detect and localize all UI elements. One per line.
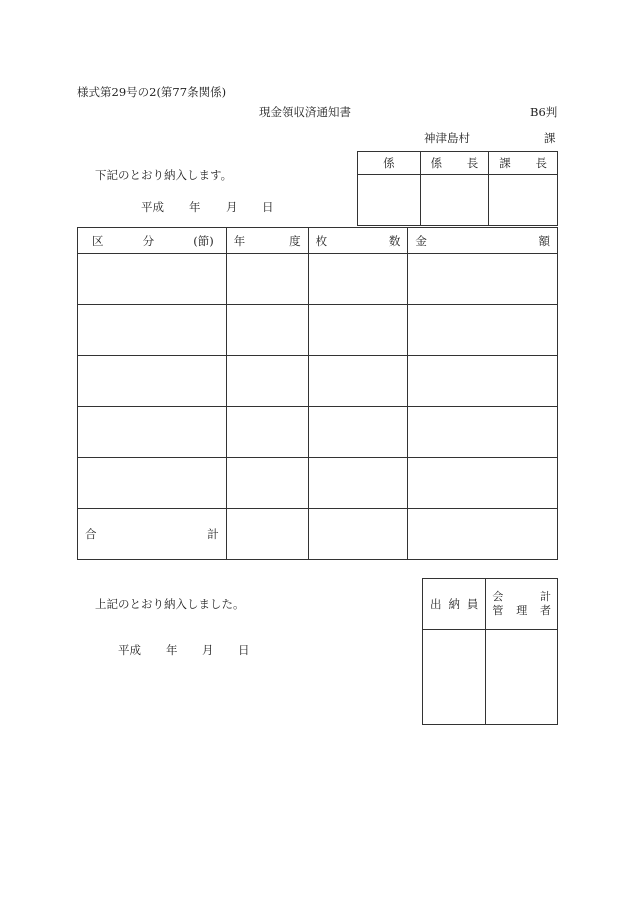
amount-cell[interactable] [408, 305, 558, 356]
table-row [78, 407, 558, 458]
category-cell[interactable] [78, 305, 227, 356]
total-amount-cell[interactable] [408, 509, 558, 560]
table-row [78, 458, 558, 509]
count-cell[interactable] [308, 305, 408, 356]
date-month-label: 月 [202, 643, 214, 657]
amount-cell[interactable] [408, 356, 558, 407]
division-label: 課 [544, 131, 556, 145]
cashier-header-teller: 出 納 員 [423, 579, 486, 630]
document-title: 現金領収済通知書 [259, 105, 351, 119]
approval-stamp-cell[interactable] [420, 175, 489, 226]
category-cell[interactable] [78, 254, 227, 305]
category-cell[interactable] [78, 407, 227, 458]
receipt-table [77, 227, 558, 560]
count-cell[interactable] [308, 458, 408, 509]
total-count-cell[interactable] [308, 509, 408, 560]
statement-payment: 下記のとおり納入します。 [95, 168, 233, 182]
date-year-label: 年 [166, 643, 178, 657]
amount-cell[interactable] [408, 458, 558, 509]
count-cell[interactable] [308, 254, 408, 305]
cashier-stamp-cell[interactable] [423, 630, 486, 725]
fiscal-year-cell[interactable] [226, 356, 308, 407]
total-label-cell: 合 計 [78, 509, 227, 560]
approval-stamp-table [357, 151, 558, 226]
count-cell[interactable] [308, 407, 408, 458]
date-day-label: 日 [238, 643, 250, 657]
count-cell[interactable] [308, 356, 408, 407]
form-number: 様式第29号の2(第77条関係) [77, 85, 227, 99]
fiscal-year-cell[interactable] [226, 458, 308, 509]
date-month-label: 月 [226, 200, 238, 214]
category-cell[interactable] [78, 458, 227, 509]
amount-cell[interactable] [408, 407, 558, 458]
village-name: 神津島村 [424, 131, 470, 145]
total-fiscal-year-cell[interactable] [226, 509, 308, 560]
table-row [78, 356, 558, 407]
total-row [78, 509, 558, 560]
date-era: 平成 [118, 643, 141, 657]
amount-cell[interactable] [408, 254, 558, 305]
paper-size-label: B6判 [530, 105, 558, 119]
approval-header-chief: 係 長 [420, 152, 489, 175]
approval-header-section-chief: 課 長 [489, 152, 558, 175]
date-day-label: 日 [262, 200, 274, 214]
fiscal-year-cell[interactable] [226, 305, 308, 356]
fiscal-year-cell[interactable] [226, 254, 308, 305]
table-row [78, 254, 558, 305]
date-era: 平成 [141, 200, 164, 214]
header-fiscal-year: 年 度 [226, 228, 308, 254]
header-category: 区 分 (節) [78, 228, 227, 254]
statement-paid: 上記のとおり納入しました。 [95, 597, 245, 611]
cashier-stamp-table [422, 578, 558, 725]
header-count: 枚 数 [308, 228, 408, 254]
date-year-label: 年 [189, 200, 201, 214]
cashier-header-accounting-manager: 会 計 管 理 者 [486, 579, 558, 630]
approval-stamp-cell[interactable] [358, 175, 421, 226]
header-amount: 金 額 [408, 228, 558, 254]
category-cell[interactable] [78, 356, 227, 407]
approval-stamp-cell[interactable] [489, 175, 558, 226]
approval-header-clerk: 係 [358, 152, 421, 175]
table-row [78, 305, 558, 356]
fiscal-year-cell[interactable] [226, 407, 308, 458]
cashier-stamp-cell[interactable] [486, 630, 558, 725]
